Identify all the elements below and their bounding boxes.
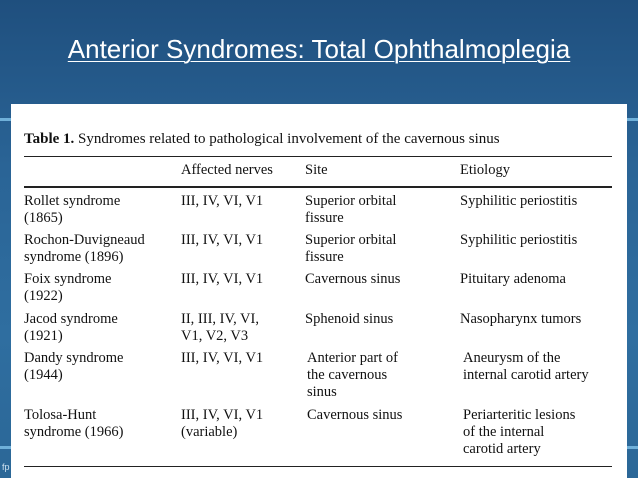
- table-bottom-rule: [24, 466, 612, 467]
- site: Superior orbital fissure: [305, 232, 397, 265]
- etiology: Syphilitic periostitis: [460, 193, 578, 209]
- syndrome-name: Rollet syndrome (1865): [24, 193, 121, 226]
- site: Cavernous sinus: [307, 407, 403, 423]
- table-panel: [11, 104, 627, 478]
- header-rule-top: [24, 156, 612, 157]
- etiology: Aneurysm of the internal carotid artery: [463, 350, 589, 383]
- caption-text: Syndromes related to pathological involvement of the cavernous sinus: [78, 131, 500, 147]
- affected-nerves: III, IV, VI, V1: [181, 271, 264, 287]
- affected-nerves: III, IV, VI, V1: [181, 232, 264, 248]
- site: Sphenoid sinus: [305, 311, 394, 327]
- footer-fragment: fp: [2, 462, 10, 472]
- etiology: Syphilitic periostitis: [460, 232, 578, 248]
- syndrome-name: Jacod syndrome (1921): [24, 311, 118, 344]
- etiology: Pituitary adenoma: [460, 271, 566, 287]
- site: Cavernous sinus: [305, 271, 401, 287]
- header-rule-bottom: [24, 186, 612, 188]
- table-caption: [24, 131, 500, 148]
- syndrome-name: Dandy syndrome (1944): [24, 350, 124, 383]
- site: Anterior part of the cavernous sinus: [307, 350, 398, 400]
- column-header-etiology: Etiology: [460, 162, 510, 178]
- slide-title: Anterior Syndromes: Total Ophthalmoplegia: [67, 34, 571, 64]
- syndrome-name: Tolosa-Hunt syndrome (1966): [24, 407, 124, 440]
- affected-nerves: II, III, IV, VI, V1, V2, V3: [181, 311, 259, 344]
- caption-label: Table 1.: [24, 131, 75, 147]
- site: Superior orbital fissure: [305, 193, 397, 226]
- etiology: Periarteritic lesions of the internal carotid artery: [463, 407, 576, 457]
- affected-nerves: III, IV, VI, V1: [181, 193, 264, 209]
- affected-nerves: III, IV, VI, V1 (variable): [181, 407, 264, 440]
- etiology: Nasopharynx tumors: [460, 311, 582, 327]
- syndrome-name: Rochon-Duvigneaud syndrome (1896): [24, 232, 145, 265]
- syndrome-name: Foix syndrome (1922): [24, 271, 112, 304]
- column-header-site: Site: [305, 162, 328, 178]
- affected-nerves: III, IV, VI, V1: [181, 350, 264, 366]
- column-header-affected-nerves: Affected nerves: [181, 162, 273, 178]
